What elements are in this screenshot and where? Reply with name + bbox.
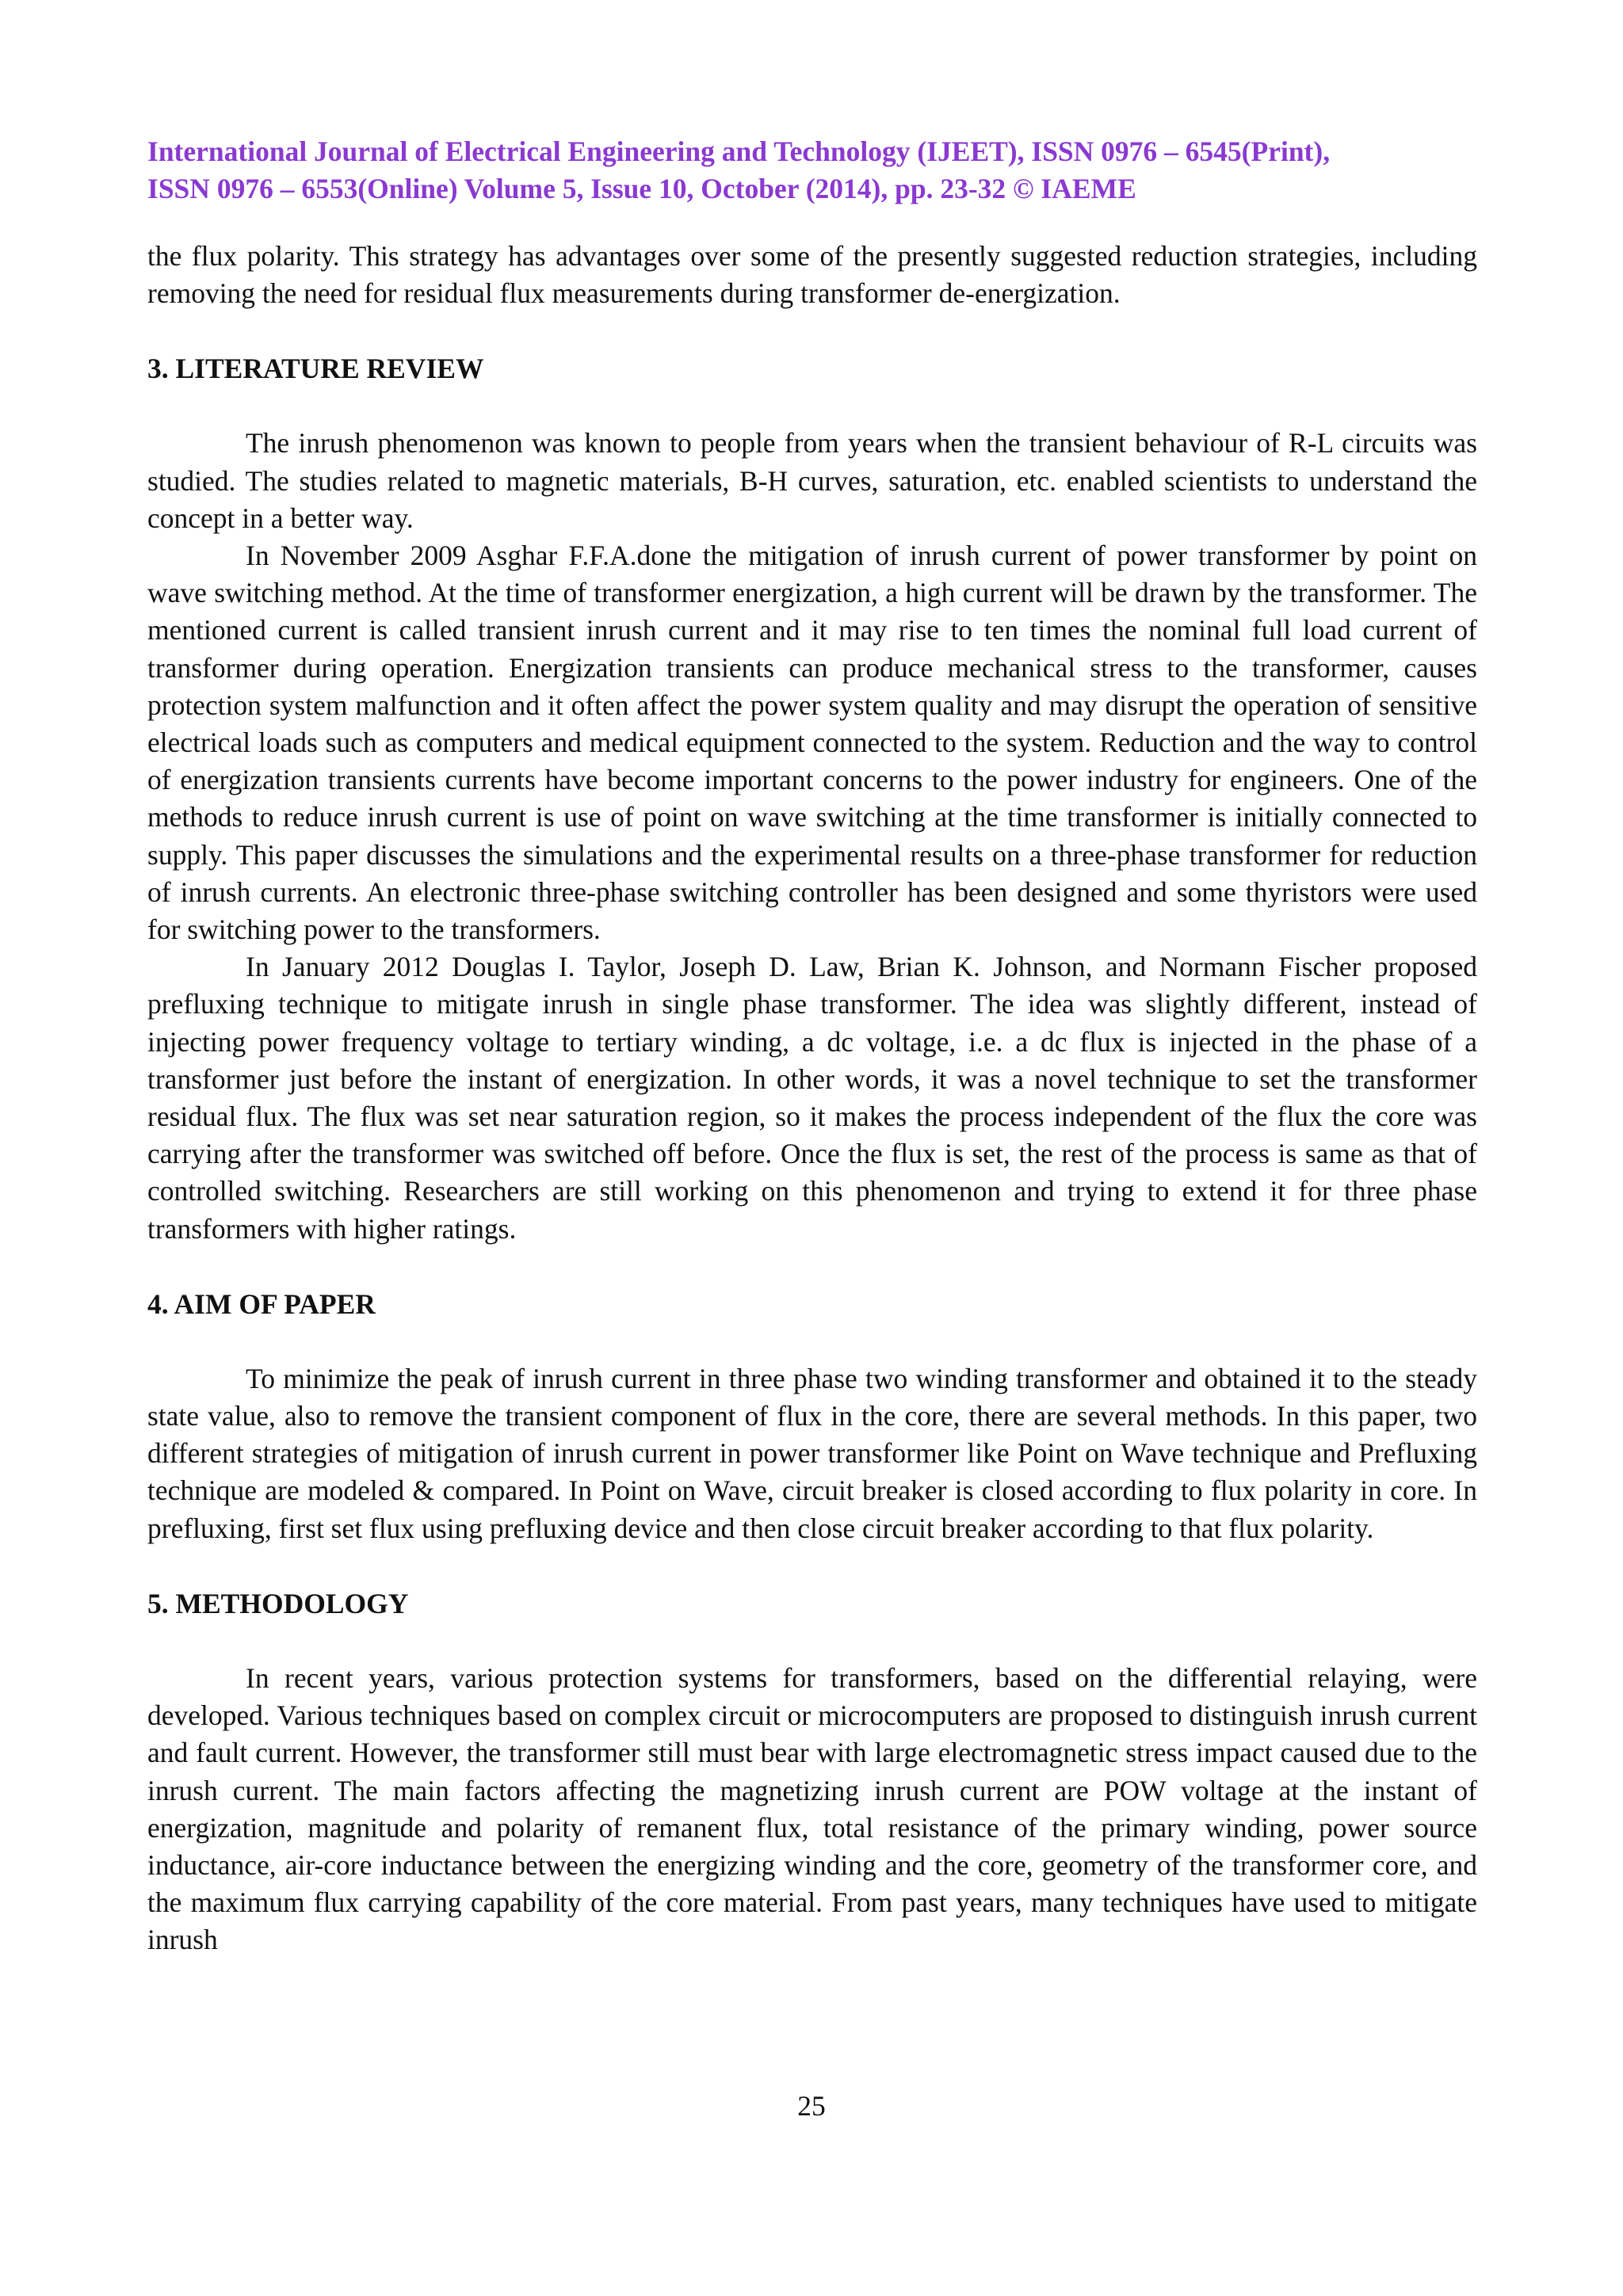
literature-paragraph-2: In November 2009 Asghar F.F.A.done the mitigation of inrush current of power transformer by point on wave switching method. At the time of transformer energization, a high current will be drawn by the transformer. The mentioned current is called transient inrush current and it may rise to ten times the nominal full load current of transformer during operation. Energization transients can produce mechanical stress to the transformer, causes protection system malfunction and it often affect the power system quality and may disrupt the operation of sensitive electrical loads such as computers and medical equipment connected to the system. Reduction and the way to control of energization transients currents have become important concerns to the power industry for engineers. One of the methods to reduce inrush current is use of point on wave switching at the time transformer is initially connected to supply. This paper discusses the simulations and the experimental results on a three-phase transformer for reduction of inrush currents. An electronic three-phase switching controller has been designed and some thyristors were used for switching power to the transformers.: [147, 540, 1477, 946]
intro-paragraph: the flux polarity. This strategy has advantages over some of the presently suggested reduction strategies, including removing the need for residual flux measurements during transformer de-energization.: [147, 240, 1477, 310]
section-heading-methodology: 5. METHODOLOGY: [147, 1587, 409, 1619]
journal-header-line-2: ISSN 0976 – 6553(Online) Volume 5, Issue 10, October (2014), pp. 23-32 © IAEME: [147, 173, 1136, 204]
literature-paragraph-1: The inrush phenomenon was known to people from years when the transient behaviour of R-L circuits was studied. The studies related to magnetic materials, B-H curves, saturation, etc. enabled scientists to understand the concept in a better way.: [147, 427, 1477, 534]
literature-paragraph-3: In January 2012 Douglas I. Taylor, Joseph D. Law, Brian K. Johnson, and Normann Fischer proposed prefluxing technique to mitigate inrush in single phase transformer. The idea was slightly different, instead of injecting power frequency voltage to tertiary winding, a dc voltage, i.e. a dc flux is injected in the phase of a transformer just before the instant of energization. In other words, it was a novel technique to set the transformer residual flux. The flux was set near saturation region, so it makes the process independent of the flux the core was carrying after the transformer was switched off before. Once the flux is set, the rest of the process is same as that of controlled switching. Researchers are still working on this phenomenon and trying to extend it for three phase transformers with higher ratings.: [147, 951, 1477, 1245]
section-heading-aim-of-paper: 4. AIM OF PAPER: [147, 1287, 376, 1320]
page-number: 25: [797, 2090, 826, 2122]
section-heading-literature-review: 3. LITERATURE REVIEW: [147, 353, 484, 385]
aim-paragraph: To minimize the peak of inrush current in three phase two winding transformer and obtained it to the steady state value, also to remove the transient component of flux in the core, there are several methods. In this paper, two different strategies of mitigation of inrush current in power transformer like Point on Wave technique and Prefluxing technique are modeled & compared. In Point on Wave, circuit breaker is closed according to flux polarity in core. In prefluxing, first set flux using prefluxing device and then close circuit breaker according to that flux polarity.: [147, 1362, 1477, 1544]
page-content: [147, 133, 1477, 1959]
journal-header: [147, 133, 1477, 208]
journal-header-line-1: International Journal of Electrical Engineering and Technology (IJEET), ISSN 0976 – 6545(Print),: [147, 135, 1331, 167]
methodology-paragraph: In recent years, various protection systems for transformers, based on the differential relaying, were developed. Various techniques based on complex circuit or microcomputers are proposed to distinguish inrush current and fault current. However, the transformer still must bear with large electromagnetic stress impact caused due to the inrush current. The main factors affecting the magnetizing inrush current are POW voltage at the instant of energization, magnitude and polarity of remanent flux, total resistance of the primary winding, power source inductance, air-core inductance between the energizing winding and the core, geometry of the transformer core, and the maximum flux carrying capability of the core material. From past years, many techniques have used to mitigate inrush: [147, 1661, 1477, 1956]
